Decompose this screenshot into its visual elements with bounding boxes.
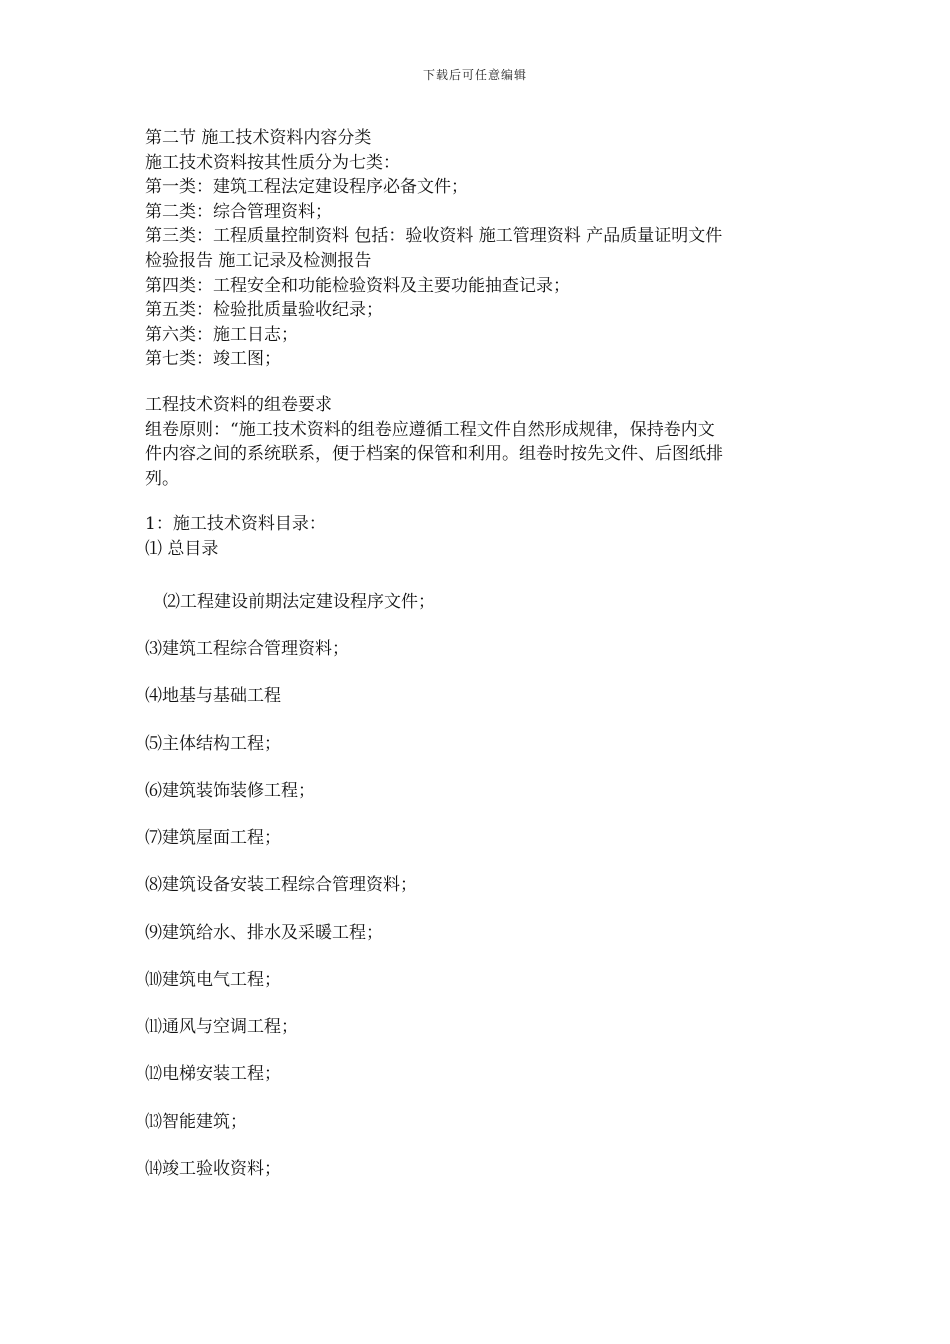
catalog-item: ⒁竣工验收资料； [145, 1159, 281, 1179]
catalog-item: ⑹建筑装饰装修工程； [145, 781, 315, 801]
principle-line: 件内容之间的系统联系，便于档案的保管和利用。组卷时按先文件、后图纸排 [145, 444, 723, 465]
section-title: 第二节 施工技术资料内容分类 [145, 128, 372, 148]
catalog-title: 1：施工技术资料目录： [145, 514, 326, 535]
category-2: 第二类：综合管理资料； [145, 201, 332, 222]
category-5: 第五类：检验批质量验收纪录； [145, 300, 383, 321]
catalog-item: ⑷地基与基础工程 [145, 686, 281, 706]
catalog-item: ⑾通风与空调工程； [145, 1017, 298, 1037]
catalog-item: ⑼建筑给水、排水及采暖工程； [145, 923, 383, 943]
requirements-title: 工程技术资料的组卷要求 [145, 394, 332, 415]
catalog-item: ⑸主体结构工程； [145, 734, 281, 754]
catalog-item: ⒀智能建筑； [145, 1112, 247, 1132]
principle-line: 组卷原则：“施工技术资料的组卷应遵循工程文件自然形成规律，保持卷内文 [145, 419, 715, 440]
category-3: 第三类：工程质量控制资料 包括：验收资料 施工管理资料 产品质量证明文件 [145, 226, 723, 247]
section-intro: 施工技术资料按其性质分为七类： [145, 152, 400, 173]
category-7: 第七类：竣工图； [145, 349, 281, 370]
catalog-item: ⑶建筑工程综合管理资料； [145, 639, 349, 659]
catalog-item: ⑻建筑设备安装工程综合管理资料； [145, 875, 417, 895]
document-body [145, 126, 815, 562]
spacer [145, 372, 815, 393]
category-1: 第一类：建筑工程法定建设程序必备文件； [145, 177, 468, 198]
category-3-continued: 检验报告 施工记录及检测报告 [145, 250, 372, 271]
catalog-item: ⑵工程建设前期法定建设程序文件； [163, 592, 435, 612]
page-header: 下载后可任意编辑 [422, 68, 527, 82]
category-6: 第六类：施工日志； [145, 324, 298, 345]
principle-line: 列。 [145, 468, 179, 489]
category-4: 第四类：工程安全和功能检验资料及主要功能抽查记录； [145, 275, 570, 296]
catalog-item: ⑿电梯安装工程； [145, 1064, 281, 1084]
catalog-item: ⑺建筑屋面工程； [145, 828, 281, 848]
catalog-item: ⑽建筑电气工程； [145, 970, 281, 990]
catalog-item: ⑴ 总目录 [145, 538, 219, 559]
spacer [145, 491, 815, 512]
